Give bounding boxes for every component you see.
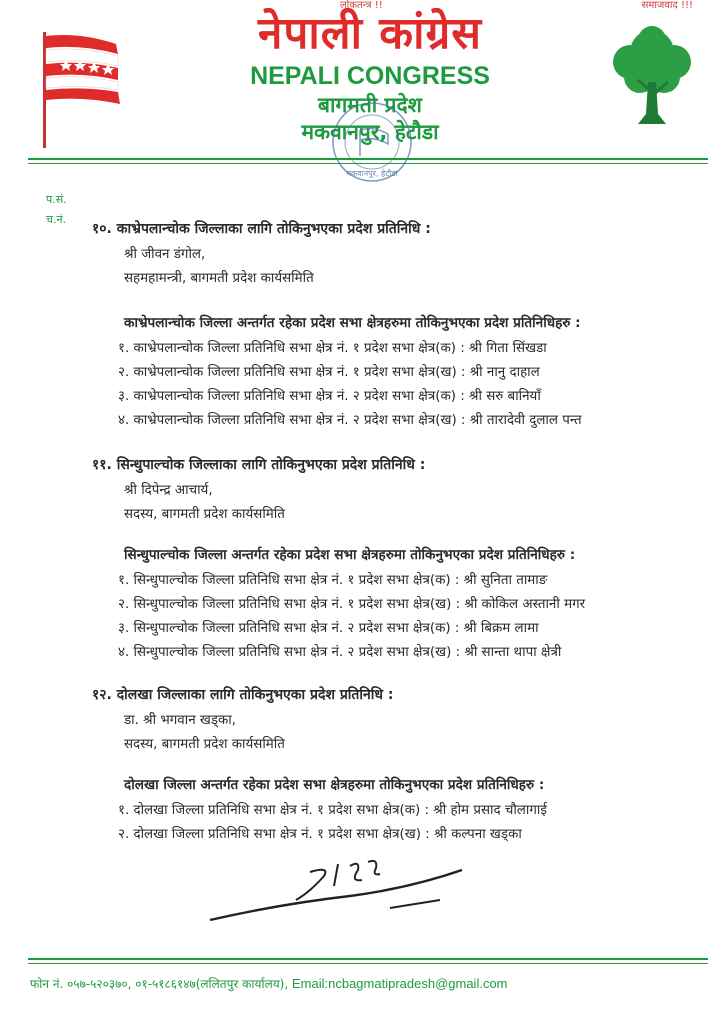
section-heading: १२. दोलखा जिल्लाका लागि तोकिनुभएका प्रदेश प्रतिनिधि : (92, 687, 394, 703)
representative-name: श्री जीवन डंगोल, (124, 247, 206, 262)
section-subheading: सिन्धुपाल्चोक जिल्ला अन्तर्गत रहेका प्रदेश सभा क्षेत्रहरुमा तोकिनुभएका प्रदेश प्रतिनिधिहरु : (124, 547, 576, 563)
header-divider (28, 158, 708, 160)
handwritten-signature-icon (200, 852, 480, 932)
list-item: २. दोलखा जिल्ला प्रतिनिधि सभा क्षेत्र नं. १ प्रदेश सभा क्षेत्र(ख) : श्री कल्पना खड्का (118, 827, 522, 842)
footer-phone: फोन नं. ०५७-५२०३७०, ०१-५१८६१४७(ललितपुर कार्यालय), (30, 977, 289, 991)
office-stamp-icon (330, 100, 414, 184)
representative-title: सहमहामन्त्री, बागमती प्रदेश कार्यसमिति (124, 271, 314, 286)
list-item: ४. सिन्धुपाल्चोक जिल्ला प्रतिनिधि सभा क्षेत्र नं. २ प्रदेश सभा क्षेत्र(ख) : श्री सान्ता थापा क्षेत्री (118, 645, 562, 660)
section-heading: १०. काभ्रेपलान्चोक जिल्लाका लागि तोकिनुभएका प्रदेश प्रतिनिधि : (92, 221, 431, 237)
dispatch-number-label: च.नं. (46, 213, 67, 226)
reference-number-label: प.सं. (46, 193, 67, 206)
party-flag-icon (40, 30, 130, 150)
party-name-nepali: नेपाली कांग्रेस (257, 8, 483, 59)
representative-title: सदस्य, बागमती प्रदेश कार्यसमिति (124, 737, 285, 752)
list-item: ४. काभ्रेपलान्चोक जिल्ला प्रतिनिधि सभा क्षेत्र नं. २ प्रदेश सभा क्षेत्र(ख) : श्री तारादेवी दुलाल पन्त (118, 413, 582, 428)
slogan-left: लोकतन्त्र !! (340, 0, 383, 11)
party-name-english: NEPALI CONGRESS (250, 62, 490, 90)
list-item: ३. सिन्धुपाल्चोक जिल्ला प्रतिनिधि सभा क्षेत्र नं. २ प्रदेश सभा क्षेत्र(क) : श्री बिक्रम लामा (118, 621, 539, 636)
footer-divider-thin (28, 963, 708, 964)
province-name: बागमती प्रदेश (318, 93, 422, 117)
representative-name: डा. श्री भगवान खड्का, (124, 713, 237, 728)
stamp-text: मकवानपुर, हेटौडा (346, 169, 398, 178)
header-divider-thin (28, 163, 708, 164)
footer-email[interactable]: Email:ncbagmatipradesh@gmail.com (292, 976, 508, 991)
slogan-right: समाजवाद !!! (641, 0, 693, 11)
list-item: २. सिन्धुपाल्चोक जिल्ला प्रतिनिधि सभा क्षेत्र नं. १ प्रदेश सभा क्षेत्र(ख) : श्री कोकिल अस्तानी मगर (118, 597, 586, 612)
footer-contact (30, 975, 508, 992)
section-heading: ११. सिन्धुपाल्चोक जिल्लाका लागि तोकिनुभएका प्रदेश प्रतिनिधि : (92, 457, 426, 473)
section-subheading: काभ्रेपलान्चोक जिल्ला अन्तर्गत रहेका प्रदेश सभा क्षेत्रहरुमा तोकिनुभएका प्रदेश प्रतिनिधिहरु : (124, 315, 581, 331)
list-item: १. काभ्रेपलान्चोक जिल्ला प्रतिनिधि सभा क्षेत्र नं. १ प्रदेश सभा क्षेत्र(क) : श्री गिता सिंखडा (118, 341, 547, 356)
list-item: १. सिन्धुपाल्चोक जिल्ला प्रतिनिधि सभा क्षेत्र नं. १ प्रदेश सभा क्षेत्र(क) : श्री सुनिता तामाङ (118, 573, 548, 588)
list-item: १. दोलखा जिल्ला प्रतिनिधि सभा क्षेत्र नं. १ प्रदेश सभा क्षेत्र(क) : श्री होम प्रसाद चौलागाई (118, 803, 547, 818)
office-location: मकवानपुर, हेटौडा (301, 120, 439, 144)
representative-name: श्री दिपेन्द्र आचार्य, (124, 483, 213, 498)
section-subheading: दोलखा जिल्ला अन्तर्गत रहेका प्रदेश सभा क्षेत्रहरुमा तोकिनुभएका प्रदेश प्रतिनिधिहरु : (124, 777, 545, 793)
tree-logo-icon (608, 22, 696, 132)
list-item: ३. काभ्रेपलान्चोक जिल्ला प्रतिनिधि सभा क्षेत्र नं. २ प्रदेश सभा क्षेत्र(क) : श्री सरु बानियाँ (118, 389, 541, 404)
list-item: २. काभ्रेपलान्चोक जिल्ला प्रतिनिधि सभा क्षेत्र नं. १ प्रदेश सभा क्षेत्र(ख) : श्री नानु दाहाल (118, 365, 540, 380)
representative-title: सदस्य, बागमती प्रदेश कार्यसमिति (124, 507, 285, 522)
footer-divider (28, 958, 708, 960)
